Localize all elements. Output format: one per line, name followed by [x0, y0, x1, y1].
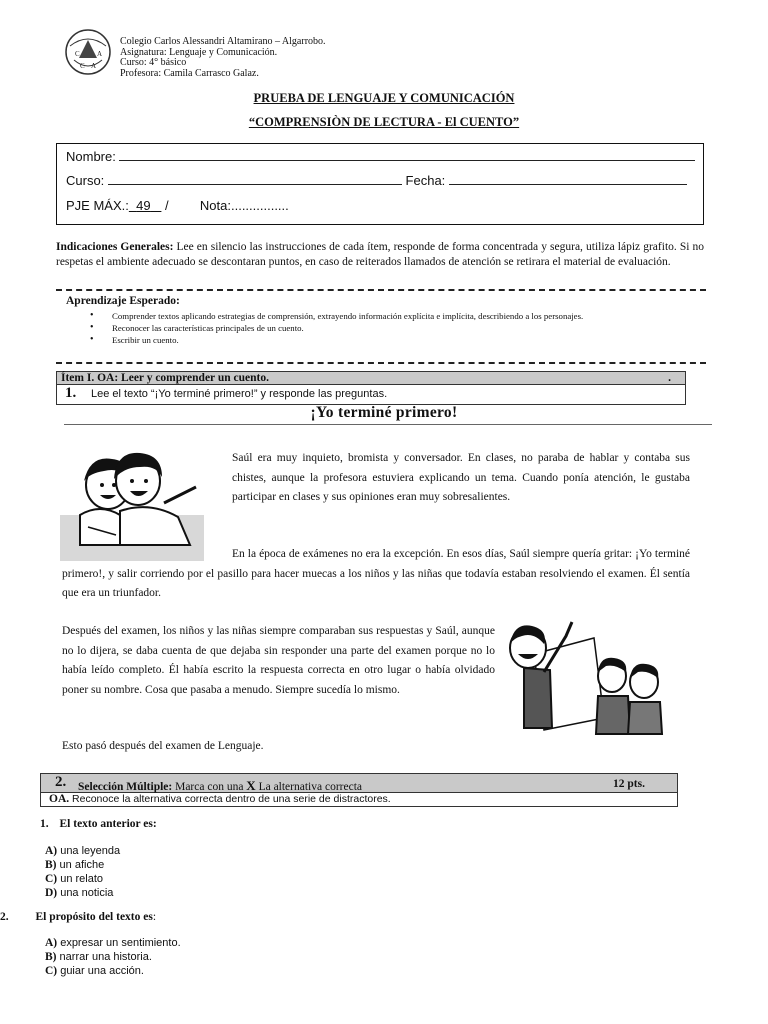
question-number: 1.	[40, 818, 49, 830]
course-date-row	[66, 173, 687, 188]
question-suffix: :	[152, 911, 157, 923]
option-letter: B)	[45, 951, 57, 963]
option-text: guiar una acción.	[57, 965, 144, 977]
pje-label: PJE MÁX.:	[66, 198, 129, 213]
option-letter: B)	[45, 859, 57, 871]
name-input-line[interactable]	[119, 149, 695, 161]
story-paragraph-3: Después del examen, los niños y las niñas siempre comparaban sus respuestas y Saúl, aunque no lo dijera, se daba cuenta de que dejaba sin responder una parte del examen porque no lo había leído completo. Él había escrito la respuesta correcta en otro lugar o había olvidado poner su nombre. Cosa que pasaba a menudo. Siempre sucedía lo mismo.	[62, 625, 495, 696]
option-letter: C)	[45, 873, 58, 885]
question-2-options	[45, 936, 181, 978]
section2-oa	[49, 793, 391, 805]
question-text: El texto anterior es:	[59, 818, 157, 830]
section2-mark: X	[246, 778, 256, 793]
pje-value: 49	[136, 198, 151, 213]
dashed-divider	[56, 362, 706, 364]
section2-header-bar	[40, 773, 678, 793]
story-paragraph-4: Esto pasó después del examen de Lenguaje.	[62, 740, 264, 752]
learning-goal-item: • Comprender textos aplicando estrategias de comprensión, extrayendo información explícita e implícita, describiendo a los personajes.	[90, 310, 694, 322]
item1-header-dot: .	[668, 372, 671, 384]
svg-text:A: A	[97, 50, 103, 58]
option-c[interactable]	[45, 964, 181, 978]
teacher-line: Profesora: Camila Carrasco Galaz.	[120, 67, 259, 79]
option-a[interactable]	[45, 936, 181, 950]
learning-goal-title: Aprendizaje Esperado:	[66, 295, 180, 307]
section2-label-bold: Selección Múltiple:	[78, 781, 173, 793]
question-2	[0, 911, 156, 923]
item1-header-label: Ítem I. OA: Leer y comprender un cuento.	[61, 372, 269, 384]
section2-number: 2.	[55, 774, 67, 790]
nota-field[interactable]: Nota:................	[199, 198, 289, 213]
kids-laughing-illustration	[60, 445, 204, 561]
name-row	[66, 149, 695, 164]
option-letter: A)	[45, 845, 58, 857]
svg-text:C: C	[80, 62, 85, 70]
option-text: una noticia	[57, 887, 114, 899]
learning-goal-item: • Reconocer las características principales de un cuento.	[90, 322, 694, 334]
story-paragraph-1: Saúl era muy inquieto, bromista y conversador. En clases, no paraba de hablar y contaba sus chistes, aunque la profesora estuviera explicando un tema. Cuando ponía atención, le gustaba participar en clases y sus opiniones eran muy sobresalientes.	[232, 452, 690, 504]
general-instructions	[56, 240, 704, 269]
option-text: una leyenda	[57, 845, 121, 857]
item1-header-bar	[56, 371, 686, 385]
item1-instruction: Lee el texto “¡Yo terminé primero!” y responde las preguntas.	[91, 388, 388, 400]
instructions-text: Lee en silencio las instrucciones de cada ítem, responde de forma concentrada y segura, utiliza lápiz grafito. Si no respetas el ambiente adecuado se descontaran puntos, en caso de reiterados llamados de atención se retirara el material de evaluación.	[56, 241, 704, 268]
instructions-label: Indicaciones Generales:	[56, 241, 174, 253]
subject-line: Asignatura: Lenguaje y Comunicación.	[120, 46, 278, 58]
section2-points: 12 pts.	[613, 778, 645, 790]
name-label: Nombre:	[66, 149, 116, 164]
section2-oa-box	[40, 793, 678, 807]
section2-oa-text: Reconoce la alternativa correcta dentro de una serie de distractores.	[69, 793, 391, 805]
question-text: El propósito del texto es	[35, 911, 153, 923]
section2-label	[78, 778, 362, 794]
course-label: Curso:	[66, 173, 105, 188]
student-data-box	[56, 143, 704, 225]
school-logo	[64, 28, 112, 76]
learning-goal-item: • Escribir un cuento.	[90, 334, 694, 346]
learning-goal-list	[90, 310, 694, 346]
item1-instruction-box	[56, 385, 686, 405]
option-text: un relato	[57, 873, 104, 885]
dashed-divider	[56, 289, 706, 291]
option-text: expresar un sentimiento.	[57, 937, 181, 949]
kid-celebrating-illustration	[504, 618, 680, 736]
score-row	[66, 198, 289, 213]
svg-text:C: C	[75, 50, 80, 58]
question-1-options	[45, 844, 120, 900]
story-title: ¡Yo terminé primero!	[310, 404, 458, 421]
date-input-line[interactable]	[449, 173, 687, 185]
exam-title: PRUEBA DE LENGUAJE Y COMUNICACIÓN	[253, 91, 515, 105]
option-letter: A)	[45, 937, 58, 949]
item1-number: 1.	[65, 385, 77, 401]
story-title-rule	[64, 424, 712, 425]
school-name: Colegio Carlos Alessandri Altamirano – Algarrobo.	[120, 36, 326, 47]
course-input-line[interactable]	[108, 173, 402, 185]
option-letter: C)	[45, 965, 58, 977]
pje-slash: /	[165, 198, 169, 213]
option-text: un afiche	[56, 859, 105, 871]
option-d[interactable]	[45, 886, 120, 900]
option-text: narrar una historia.	[56, 951, 152, 963]
story-paragraph-2: En la época de exámenes no era la excepción. En esos días, Saúl siempre quería gritar: ¡Yo terminé primero!, y salir corriendo por el pasillo para hacer muecas a los niños y las niñas que todavía estaban resolviendo el examen. Él sentía que era un triunfador.	[62, 548, 690, 600]
section2-oa-label: OA.	[49, 793, 70, 805]
section2-label-end: La alternativa correcta	[255, 781, 362, 793]
exam-subtitle: “COMPRENSIÒN DE LECTURA - El CUENTO”	[248, 115, 520, 129]
option-b[interactable]	[45, 858, 120, 872]
option-letter: D)	[45, 887, 58, 899]
question-number: 2.	[0, 911, 9, 923]
date-label: Fecha:	[405, 173, 446, 188]
option-c[interactable]	[45, 872, 120, 886]
section2-label-rest: Marca con una	[172, 781, 247, 793]
course-line: Curso: 4° básico	[120, 57, 187, 68]
option-a[interactable]	[45, 844, 120, 858]
school-info	[120, 37, 326, 79]
option-b[interactable]	[45, 950, 181, 964]
svg-text:A: A	[91, 62, 97, 70]
question-1	[40, 818, 157, 830]
